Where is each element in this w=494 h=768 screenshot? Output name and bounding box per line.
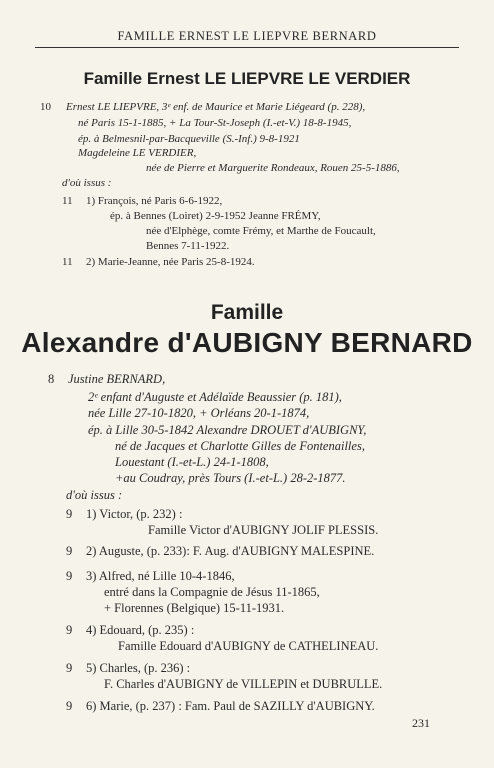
child-line: entré dans la Compagnie de Jésus 11-1865, [104,585,320,599]
section2-line: née Lille 27-10-1820, + Orléans 20-1-1874, [88,406,310,420]
section2-line: +au Coudray, près Tours (I.-et-L.) 28-2-1877. [115,471,346,485]
running-header: FAMILLE ERNEST LE LIEPVRE BERNARD [117,29,377,43]
section1-line: d'où issus : [62,177,112,189]
child-line: née d'Elphège, comte Frémy, et Marthe de Foucault, [146,225,376,237]
section1-line: né Paris 15-1-1885, + La Tour-St-Joseph (I.-et-V.) 18-8-1945, [78,117,352,129]
child-generation: 11 [62,256,73,268]
child-line: 6) Marie, (p. 237) : Fam. Paul de SAZILLY d'AUBIGNY. [86,699,375,713]
child-line: 4) Edouard, (p. 235) : [86,623,195,637]
child-line: Famille Edouard d'AUBIGNY de CATHELINEAU. [118,639,379,653]
section2-title-line1: Famille [210,301,284,324]
section2-line: Louestant (I.-et-L.) 24-1-1808, [115,455,269,469]
child-generation: 9 [66,569,73,583]
section2-line: ép. à Lille 30-5-1842 Alexandre DROUET d'AUBIGNY, [88,423,367,437]
child-line: + Florennes (Belgique) 15-11-1931. [104,601,285,615]
section1-title: Famille Ernest LE LIEPVRE LE VERDIER [83,69,411,88]
section1-generation: 10 [40,101,51,113]
section1-line: Ernest LE LIEPVRE, 3ᵉ enf. de Maurice et Marie Liégeard (p. 228), [66,101,366,113]
header-rule [35,47,459,48]
section2-title-line2: Alexandre d'AUBIGNY BERNARD [21,327,473,358]
section2-generation: 8 [48,372,55,386]
child-line: ép. à Bennes (Loiret) 2-9-1952 Jeanne FRÉMY, [110,210,321,222]
section1-line: Magdeleine LE VERDIER, [78,147,197,159]
child-line: 1) François, né Paris 6-6-1922, [86,195,223,207]
child-line: 3) Alfred, né Lille 10-4-1846, [86,569,235,583]
section2-line: d'où issus : [66,488,123,502]
child-line: 2) Auguste, (p. 233): F. Aug. d'AUBIGNY MALESPINE. [86,544,375,558]
child-line: Famille Victor d'AUBIGNY JOLIF PLESSIS. [148,523,379,537]
child-generation: 11 [62,195,73,207]
section1-line: ép. à Belmesnil-par-Bacqueville (S.-Inf.) 9-8-1921 [78,133,300,145]
child-generation: 9 [66,699,73,713]
child-line: F. Charles d'AUBIGNY de VILLEPIN et DUBRULLE. [104,677,383,691]
child-generation: 9 [66,507,73,521]
section2-line: Justine BERNARD, [68,372,166,386]
child-line: 5) Charles, (p. 236) : [86,661,191,675]
child-generation: 9 [66,661,73,675]
child-generation: 9 [66,544,73,558]
section2-line: né de Jacques et Charlotte Gilles de Fontenailles, [115,439,365,453]
child-generation: 9 [66,623,73,637]
child-line: 1) Victor, (p. 232) : [86,507,183,521]
child-line: Bennes 7-11-1922. [146,240,230,252]
section1-line: née de Pierre et Marguerite Rondeaux, Rouen 25-5-1886, [146,162,400,174]
section2-line: 2ᵉ enfant d'Auguste et Adélaïde Beaussier (p. 181), [88,390,342,404]
child-line: 2) Marie-Jeanne, née Paris 25-8-1924. [86,256,255,268]
page-number: 231 [412,716,430,730]
